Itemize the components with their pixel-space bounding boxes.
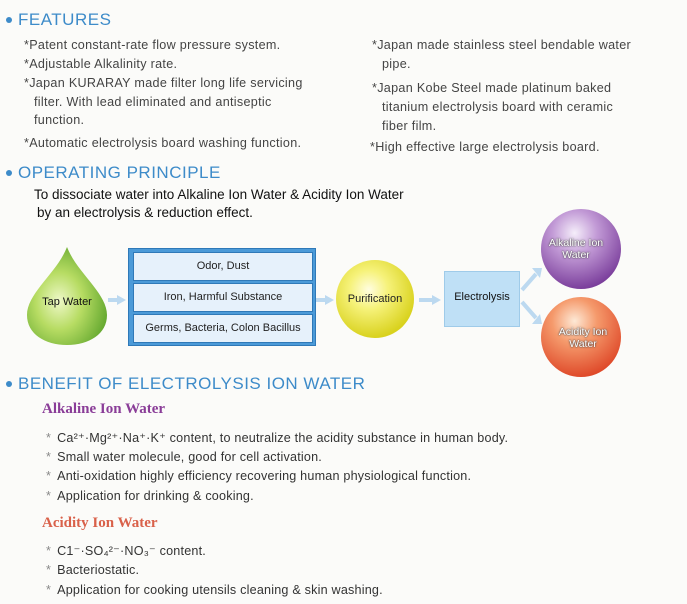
- description-line: by an electrolysis & reduction effect.: [37, 205, 253, 220]
- alkaline-benefit-item: * Application for drinking & cooking.: [46, 489, 254, 503]
- split-arrows-icon: [520, 262, 544, 330]
- description-line: To dissociate water into Alkaline Ion Water & Acidity Ion Water: [34, 187, 404, 202]
- flow-arrow-shaft: [419, 298, 433, 302]
- feature-item: *Japan Kobe Steel made platinum baked: [372, 81, 612, 95]
- impurities-box: [128, 248, 316, 346]
- feature-item: *High effective large electrolysis board.: [370, 140, 600, 154]
- acidity-benefit-item: * Application for cooking utensils cleaning & skin washing.: [46, 583, 383, 597]
- acidity-ion-water-label: Acidity Ion Water: [558, 326, 608, 350]
- electrolysis-label: Electrolysis: [454, 291, 510, 303]
- acidity-heading: Acidity Ion Water: [42, 515, 158, 531]
- features-left-column: [24, 36, 303, 153]
- feature-item-cont: function.: [34, 113, 85, 127]
- features-header: [6, 10, 111, 30]
- arrow-right-icon: [325, 295, 334, 305]
- alkaline-heading: Alkaline Ion Water: [42, 401, 166, 417]
- feature-item-cont: filter. With lead eliminated and antiseptic: [34, 95, 272, 109]
- alkaline-benefit-item: * Ca²⁺·Mg²⁺·Na⁺·K⁺ content, to neutralize the acidity substance in human body.: [46, 431, 509, 445]
- impurity-item: Germs, Bacteria, Colon Bacillus: [133, 314, 313, 343]
- operating-description: [34, 186, 404, 222]
- feature-item-cont: fiber film.: [382, 119, 437, 133]
- feature-item: *Adjustable Alkalinity rate.: [24, 57, 178, 71]
- features-title: FEATURES: [18, 10, 112, 29]
- alkaline-benefit-item: * Anti-oxidation highly efficiency recovering human physiological function.: [46, 469, 472, 483]
- operating-header: [6, 163, 221, 183]
- benefit-header: [6, 374, 365, 394]
- feature-item-cont: titanium electrolysis board with ceramic: [382, 100, 614, 114]
- feature-item: *Automatic electrolysis board washing function.: [24, 136, 302, 150]
- acidity-benefit-item: * Bacteriostatic.: [46, 563, 140, 577]
- alkaline-ion-water-label: Alkaline Ion Water: [548, 237, 604, 261]
- tap-water-label: Tap Water: [42, 296, 92, 308]
- feature-item: *Japan KURARAY made filter long life servicing: [24, 76, 303, 90]
- purification-label: Purification: [347, 293, 403, 305]
- acidity-benefit-item: * C1⁻·SO₄²⁻·NO₃⁻ content.: [46, 544, 206, 558]
- operating-title: OPERATING PRINCIPLE: [18, 163, 221, 182]
- bullet-dot-icon: [6, 381, 12, 387]
- impurity-item: Odor, Dust: [133, 252, 313, 281]
- bullet-dot-icon: [6, 17, 12, 23]
- arrow-right-icon: [117, 295, 126, 305]
- feature-item: *Patent constant-rate flow pressure system.: [24, 38, 281, 52]
- bullet-dot-icon: [6, 170, 12, 176]
- feature-item-cont: pipe.: [382, 57, 411, 71]
- alkaline-benefit-item: * Small water molecule, good for cell activation.: [46, 450, 322, 464]
- benefit-title: BENEFIT OF ELECTROLYSIS ION WATER: [18, 374, 366, 393]
- feature-item: *Japan made stainless steel bendable water: [372, 38, 632, 52]
- arrow-right-icon: [432, 295, 441, 305]
- features-right-column: [372, 36, 631, 157]
- impurity-item: Iron, Harmful Substance: [133, 283, 313, 312]
